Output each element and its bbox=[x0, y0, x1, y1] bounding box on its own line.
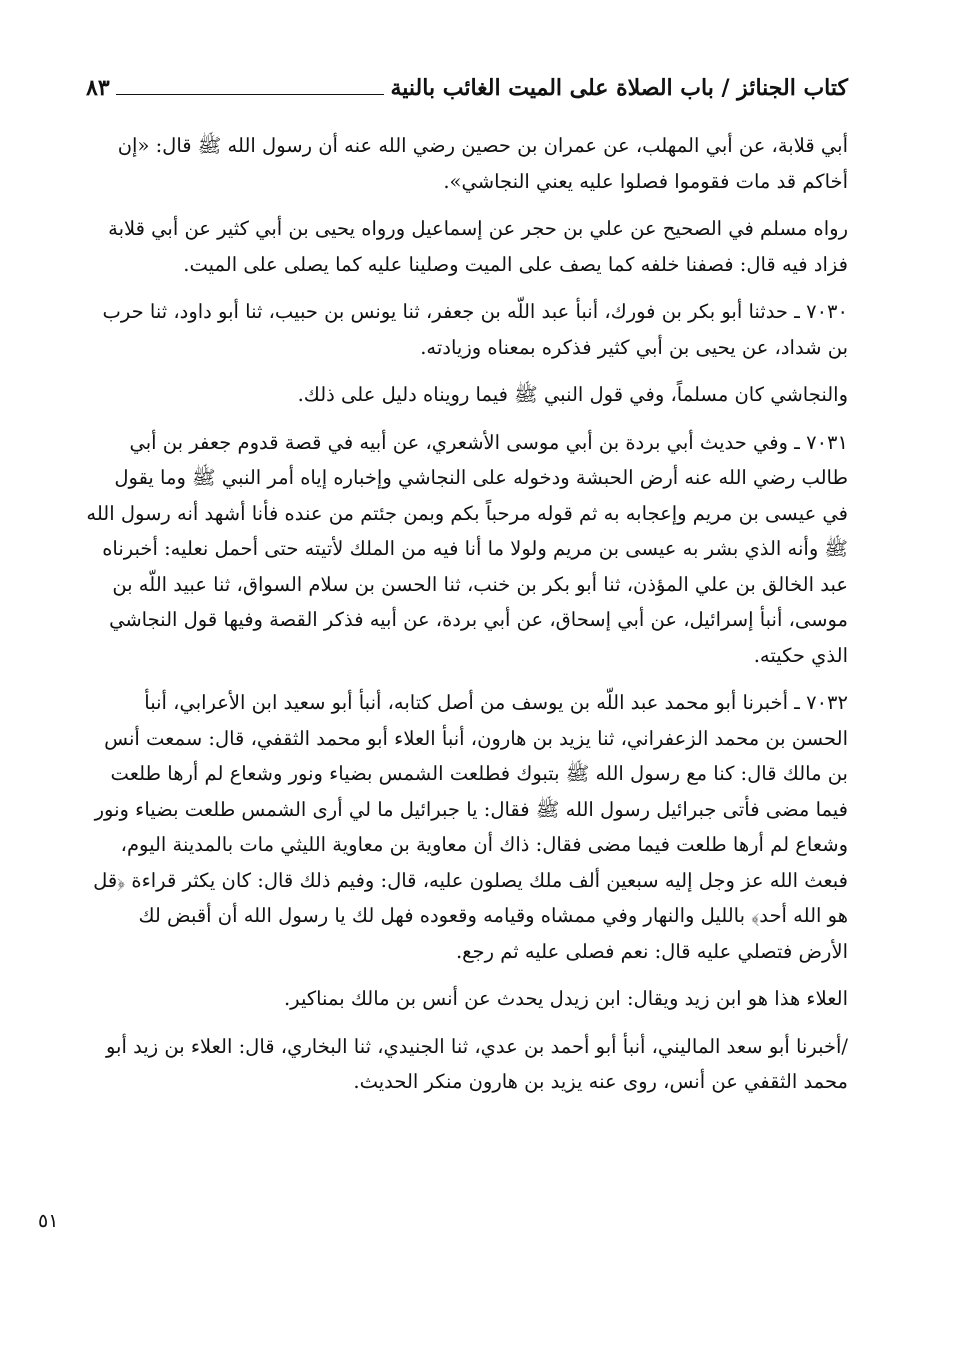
body-text bbox=[86, 128, 848, 1112]
page-number: ٨٣ bbox=[86, 75, 110, 101]
page-header bbox=[86, 68, 848, 108]
paragraph: العلاء هذا هو ابن زيد ويقال: ابن زيدل يحدث عن أنس بن مالك بمناكير. bbox=[283, 987, 848, 1010]
paragraph: والنجاشي كان مسلماً، وفي قول النبي ﷺ فيما رويناه دليل على ذلك. bbox=[297, 383, 848, 406]
hadith-7030: ٧٠٣٠ ـ حدثنا أبو بكر بن فورك، أنبأ عبد اللّه بن جعفر، ثنا يونس بن حبيب، ثنا أبو داود، ثنا حرب بن شداد، عن يحيى بن أبي كثير فذكره بمعناه وزيادته. bbox=[102, 300, 848, 359]
paragraph: أبي قلابة، عن أبي المهلب، عن عمران بن حصين رضي الله عنه أن رسول الله ﷺ قال: «إن أخاكم قد مات فقوموا فصلوا عليه يعني النجاشي». bbox=[117, 134, 848, 193]
running-title: كتاب الجنائز / باب الصلاة على الميت الغائب بالنية bbox=[390, 75, 848, 101]
hadith-7031: ٧٠٣١ ـ وفي حديث أبي بردة بن أبي موسى الأشعري، عن أبيه في قصة قدوم جعفر بن أبي طالب رضي الله عنه أرض الحبشة ودخوله على النجاشي وإخباره إياه أمر النبي ﷺ وما يقول في عيسى بن مريم وإعجابه به ثم قوله مرحباً بكم وبمن جئتم من عنده فأنا أشهد أنه رسول الله ﷺ وأنه الذي بشر به عيسى بن مريم ولولا ما أنا فيه من الملك لأتيته حتى أحمل نعليه: أخبرناه عبد الخالق بن علي المؤذن، ثنا أبو بكر بن خنب، ثنا الحسن بن سلام السواق، ثنا عبيد اللّه بن موسى، أنبأ إسرائيل، عن أبي إسحاق، عن أبي بردة، عن أبيه فذكر القصة وفيها قول النجاشي الذي حكيته. bbox=[86, 430, 848, 667]
header-rule bbox=[116, 94, 385, 95]
paragraph: رواه مسلم في الصحيح عن علي بن حجر عن إسماعيل ورواه يحيى بن أبي كثير عن أبي قلابة فزاد فيه قال: فصفنا خلفه كما يصف على الميت وصلينا عليه كما يصلى على الميت. bbox=[108, 217, 848, 276]
manuscript-folio-marker: ٥١ bbox=[38, 1210, 59, 1232]
hadith-7032: ٧٠٣٢ ـ أخبرنا أبو محمد عبد اللّه بن يوسف من أصل كتابه، أنبأ أبو سعيد ابن الأعرابي، أنبأ الحسن بن محمد الزعفراني، ثنا يزيد بن هارون، أنبأ العلاء أبو محمد الثقفي، قال: سمعت أنس بن مالك قال: كنا مع رسول الله ﷺ بتبوك فطلعت الشمس بضياء ونور وشعاع لم أرها طلعت فيما مضى فأتى جبرائيل رسول الله ﷺ فقال: يا جبرائيل ما لي أرى الشمس طلعت بضياء ونور وشعاع لم أرها طلعت فيما مضى فقال: ذاك أن معاوية بن معاوية الليثي مات بالمدينة اليوم، فبعث الله عز وجل إليه سبعين ألف ملك يصلون عليه، قال: وفيم ذلك قال: كان يكثر قراءة ﴿قل هو الله أحد﴾ بالليل والنهار وفي ممشاه وقيامه وقعوده فهل لك يا رسول الله أن أقبض لك الأرض فتصلي عليه قال: نعم فصلى عليه ثم رجع. bbox=[93, 691, 848, 963]
paragraph: /أخبرنا أبو سعد الماليني، أنبأ أبو أحمد بن عدي، ثنا الجنيدي، ثنا البخاري، قال: العلاء بن زيد أبو محمد الثقفي عن أنس، روى عنه يزيد بن هارون منكر الحديث. bbox=[105, 1034, 848, 1093]
